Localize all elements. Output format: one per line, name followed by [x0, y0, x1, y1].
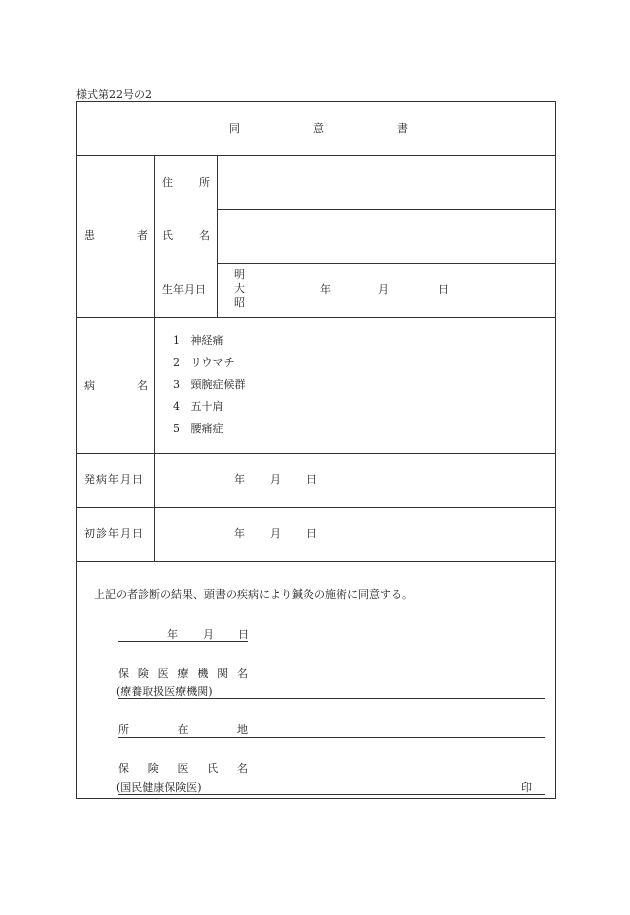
first-visit-day-unit: 日 — [306, 527, 317, 540]
location-label: 所 在 地 — [118, 723, 248, 736]
divider-title — [77, 155, 555, 156]
dob-day-unit: 日 — [438, 283, 449, 296]
divider-first-visit — [77, 561, 555, 562]
divider-onset — [77, 507, 555, 508]
institution-underline — [118, 698, 545, 699]
divider-patient — [77, 317, 555, 318]
consent-date-underline — [118, 641, 248, 642]
patient-section-label: 患 者 — [84, 229, 148, 242]
consent-month-unit: 月 — [203, 628, 214, 641]
dob-month-unit: 月 — [378, 283, 389, 296]
doctor-sublabel: (国民健康保険医) — [116, 781, 202, 794]
onset-year-unit: 年 — [234, 473, 245, 486]
consent-year-unit: 年 — [167, 628, 178, 641]
divider-disease — [77, 453, 555, 454]
doctor-label: 保 険 医 氏 名 — [118, 762, 248, 775]
dob-year-unit: 年 — [320, 283, 331, 296]
title-char-3: 書 — [397, 122, 408, 135]
onset-day-unit: 日 — [306, 473, 317, 486]
first-visit-month-unit: 月 — [270, 527, 281, 540]
name-label: 氏 名 — [162, 229, 210, 242]
consent-form-frame — [76, 101, 556, 799]
disease-item-2: 2 リウマチ — [173, 356, 235, 369]
location-underline — [118, 737, 545, 738]
first-visit-year-unit: 年 — [234, 527, 245, 540]
disease-item-5: 5 腰痛症 — [173, 422, 224, 435]
first-visit-label: 初診年月日 — [84, 527, 144, 540]
institution-label: 保 険 医 療 機 関 名 — [118, 667, 248, 680]
divider-address — [217, 209, 555, 210]
form-code: 様式第22号の2 — [76, 88, 152, 101]
era-options: 明 大 昭 — [234, 268, 245, 309]
doctor-underline — [118, 794, 545, 795]
disease-item-1: 1 神経痛 — [173, 334, 224, 347]
dob-label: 生年月日 — [162, 283, 206, 296]
onset-label: 発病年月日 — [84, 473, 144, 486]
consent-statement: 上記の者診断の結果、頭書の疾病により鍼灸の施術に同意する。 — [94, 588, 413, 601]
onset-month-unit: 月 — [270, 473, 281, 486]
disease-item-3: 3 頸腕症候群 — [173, 378, 246, 391]
title-char-2: 意 — [313, 122, 324, 135]
disease-item-4: 4 五十肩 — [173, 400, 224, 413]
label-column-divider — [154, 155, 155, 561]
title-char-1: 同 — [229, 122, 240, 135]
divider-name — [217, 263, 555, 264]
consent-day-unit: 日 — [238, 628, 249, 641]
disease-label: 病 名 — [84, 379, 148, 392]
sublabel-column-divider — [217, 155, 218, 317]
address-label: 住 所 — [162, 176, 210, 189]
seal-mark: 印 — [521, 781, 532, 794]
institution-sublabel: (療養取扱医療機関) — [116, 685, 213, 698]
